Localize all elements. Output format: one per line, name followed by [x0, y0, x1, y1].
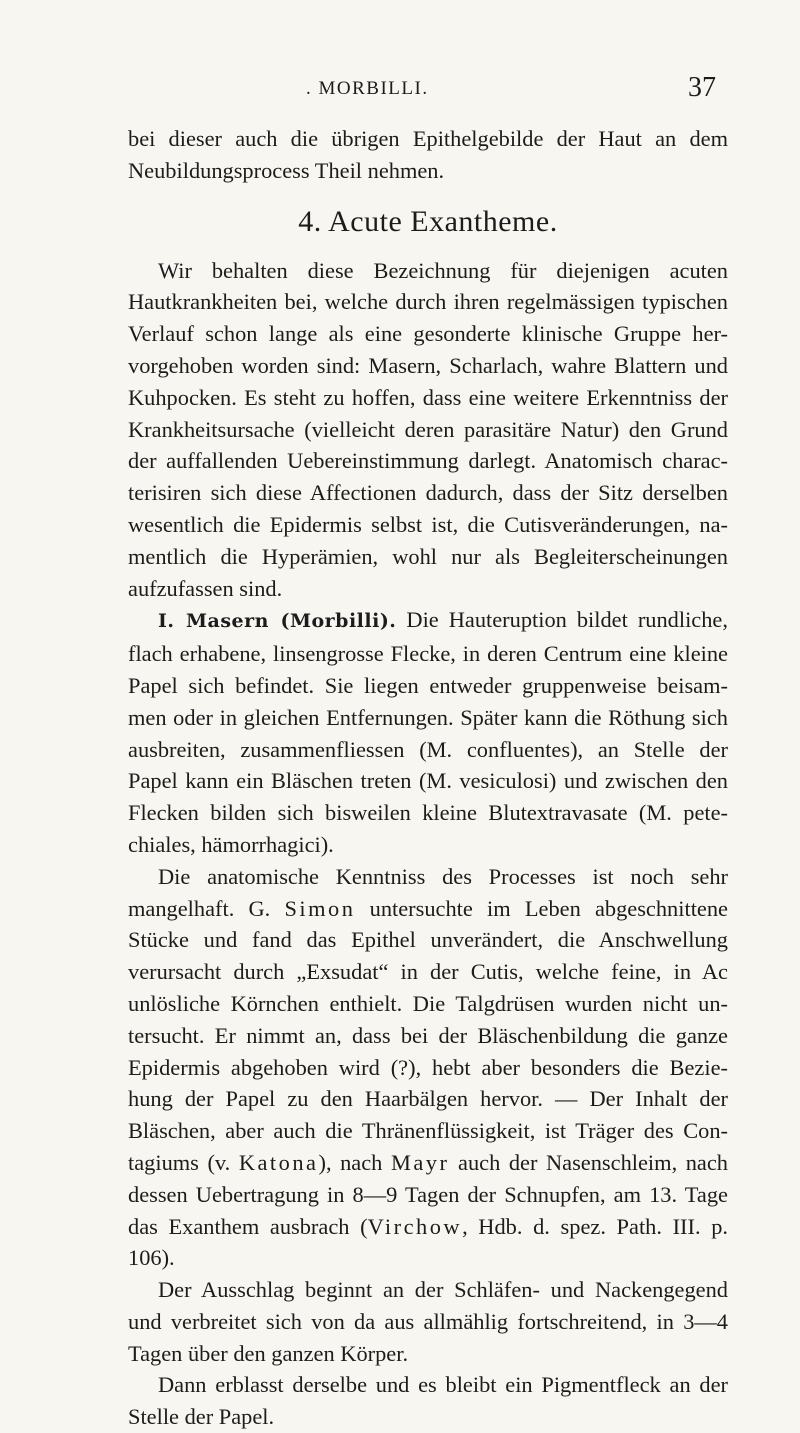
page-header [128, 72, 716, 114]
running-title: . MORBILLI. [306, 78, 429, 99]
anatomy-text-5: , Hdb. d. spez. Path. III. p. 106). [128, 1213, 728, 1271]
section-heading: 4. Acute Exantheme. [298, 204, 558, 238]
intro-paragraph: bei dieser auch die übrigen Epithelgebilde der Haut an dem Neubildungsprocess Theil nehmen. [128, 126, 728, 183]
anatomy-text-4: auch der Nasenschleim, nach dessen Uebertragung in 8—9 Tagen der Schnupfen, am 13. Tage das Exanthem ausbrach ( [128, 1149, 728, 1239]
page-body [128, 123, 728, 1433]
anatomy-text-3: ), nach [318, 1149, 383, 1175]
author-simon: Simon [284, 895, 356, 921]
author-virchow: Virchow [367, 1213, 463, 1239]
masern-label: I. Masern (Morbilli). [158, 610, 397, 633]
anatomy-paragraph [128, 861, 728, 1274]
page-number: 37 [688, 72, 716, 103]
fade-paragraph: Dann erblasst derselbe und es bleibt ein Pigmentfleck an der Stelle der Papel. [128, 1372, 728, 1430]
rash-paragraph: Der Ausschlag beginnt an der Schläfen- und Nackengegend und verbreitet sich von da aus allmählig fortschreitend, in 3—4 Tagen über den ganzen Körper. [128, 1277, 728, 1366]
author-katona: Katona [238, 1149, 319, 1175]
anatomy-text-2: untersuchte im Leben abgeschnittene Stücke und fand das Epithel unverändert, die Anschwellung verursacht durch „Exsudat“ in der Cutis, welche feine, in Ac unlösliche Körnchen enthielt. Die Talgdrüsen wurden nicht un- tersucht. Er nimmt an, dass bei der Bläschenbildung die ganze Epidermis abgehoben wird (?), hebt aber besonders die Bezie- hung der Papel zu den Haarbälgen hervor. — Der Inhalt der Bläschen, aber auch die Thränenflüssigkeit, ist Träger des Con- tagiums (v. [128, 895, 728, 1175]
overview-paragraph: Wir behalten diese Bezeichnung für diejenigen acuten Hautkrankheiten bei, welche durch ihren regelmässigen typischen Verlauf schon lange als eine gesonderte klinische Gruppe her- vorgehoben worden sind: Masern, Scharlach, wahre Blattern und Kuhpocken. Es steht zu hoffen, dass eine weitere Erkenntniss der Krankheitsursache (vielleicht deren parasitäre Natur) den Grund der auffallenden Uebereinstimmung darlegt. Anatomisch charac- terisiren sich diese Affectionen dadurch, dass der Sitz derselben wesentlich die Epidermis selbst ist, die Cutisveränderungen, na- mentlich die Hyperämien, wohl nur als Begleiterscheinungen aufzufassen sind. [128, 257, 728, 601]
masern-text: Die Hauteruption bildet rundliche, flach erhabene, linsengrosse Flecke, in deren Centrum eine kleine Papel sich befindet. Sie liegen entweder gruppenweise beisam- men oder in gleichen Entfernungen. Später kann die Röthung sich ausbreiten, zusammenfliessen (M. confluentes), an Stelle der Papel kann ein Bläschen treten (M. vesiculosi) und zwischen den Flecken bilden sich bisweilen kleine Blutextravasate (M. pete- chiales, hämorrhagici). [128, 607, 728, 857]
masern-paragraph [128, 604, 728, 860]
anatomy-text-1: Die anatomische Kenntniss des Processes ist noch sehr mangelhaft. G. [128, 863, 728, 921]
author-mayr: Mayr [390, 1149, 450, 1175]
